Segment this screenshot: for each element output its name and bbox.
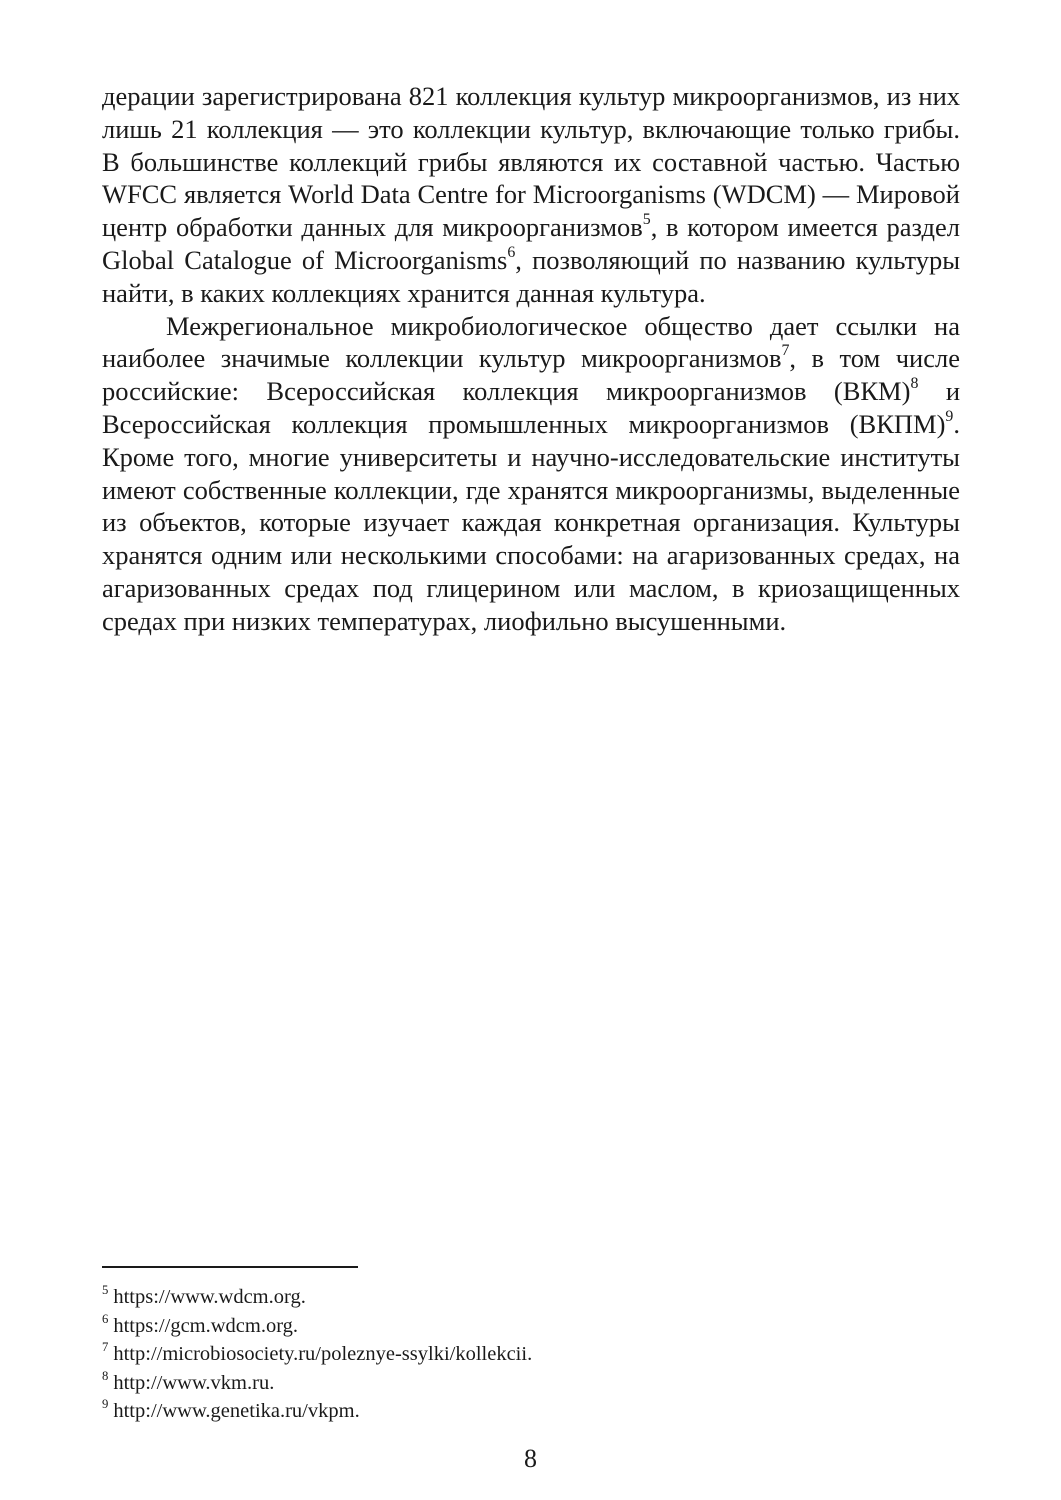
paragraph <box>102 310 960 638</box>
main-text <box>102 80 960 638</box>
page-number: 8 <box>524 1444 537 1473</box>
paragraph-text: Межрегиональное микробиологическое общество дает ссылки на наиболее значимые коллекции культур микроорганизмов <box>102 310 960 374</box>
footnote-reference[interactable]: 6 <box>507 244 516 262</box>
footnote-number: 5 <box>102 1283 109 1298</box>
footnote-reference[interactable]: 5 <box>642 211 651 229</box>
footnote <box>102 1312 960 1341</box>
footnote-number: 7 <box>102 1340 109 1355</box>
paragraph-text: , в котором имеется раздел Global Catalogue of Microorganisms <box>102 212 960 275</box>
footnote <box>102 1397 960 1426</box>
footnote-number: 8 <box>102 1368 109 1383</box>
footnote-reference[interactable]: 7 <box>781 342 790 360</box>
footnote-reference[interactable]: 9 <box>945 408 954 426</box>
paragraph-text: . Кроме того, многие университеты и научно-исследовательские институты имеют собственные коллекции, где хранятся микроорганизмы, выделенные из объектов, которые изучает каждая конкретная организация. Культуры хранятся одним или несколькими способами: на агаризованных средах, на агаризованных средах под глицерином или маслом, в криозащищенных средах при низких температурах, лиофильно высушенными. <box>102 408 960 636</box>
footnote-number: 9 <box>102 1397 109 1412</box>
paragraph <box>102 80 960 310</box>
footnotes-list <box>102 1283 960 1426</box>
footnote <box>102 1283 960 1312</box>
footnote-separator <box>102 1266 358 1268</box>
footnote-link[interactable]: http://microbiosociety.ru/poleznye-ssylki/kollekcii. <box>113 1343 533 1365</box>
footnote <box>102 1369 960 1398</box>
paragraph-text: , позволяющий по названию культуры найти, в каких коллекциях хранится данная культура. <box>102 244 960 308</box>
footnote-link[interactable]: https://gcm.wdcm.org. <box>113 1314 299 1337</box>
paragraph-text: дерации зарегистрирована 821 коллекция культур микроорганизмов, из них лишь 21 коллекция — это коллекции культур, включающие только грибы. В большинстве коллекций грибы являются их составной частью. Частью WFCC является World Data Centre for Microorganisms (WDCM) — Мировой центр обработки данных для микроорганизмов <box>102 81 960 243</box>
footnote-link[interactable]: https://www.wdcm.org. <box>113 1286 306 1308</box>
footnote-link[interactable]: http://www.genetika.ru/vkpm. <box>113 1400 360 1422</box>
paragraph-text: и Всероссийская коллекция промышленных микроорганизмов (ВКПМ) <box>102 376 960 439</box>
footnote <box>102 1340 960 1369</box>
footnote-reference[interactable]: 8 <box>910 375 919 393</box>
paragraph-text: , в том числе российские: Всероссийская коллекция микроорганизмов (ВКМ) <box>102 343 960 407</box>
footnote-number: 6 <box>102 1311 109 1326</box>
footnote-link[interactable]: http://www.vkm.ru. <box>113 1371 275 1394</box>
